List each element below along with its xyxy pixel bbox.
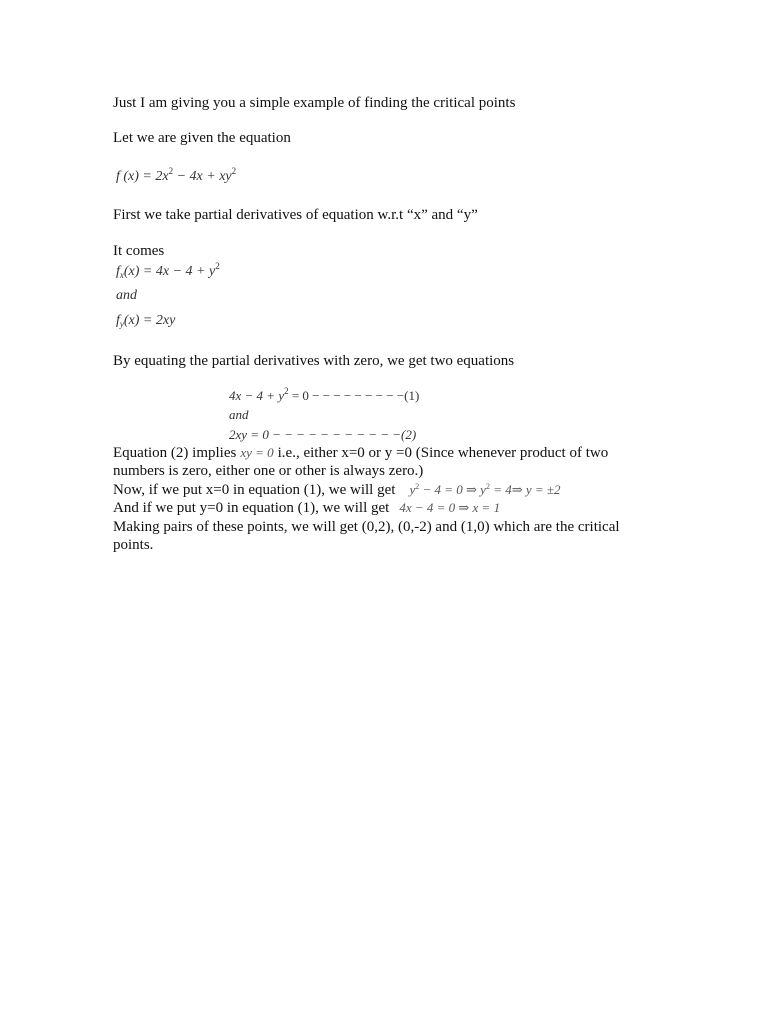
intro-line: Just I am giving you a simple example of finding the critical points	[113, 95, 516, 111]
x-solve-text: 4x − 4 = 0 ⇒ x = 1	[399, 500, 501, 515]
it-comes-line: It comes	[113, 243, 165, 259]
partial-y-equation	[116, 312, 175, 330]
xy-zero-text: xy = 0	[240, 445, 274, 460]
partial-y-rhs: (x) = 2xy	[123, 313, 176, 328]
equation-1-rest: = 0 − − − − − − − − −(1)	[288, 388, 420, 403]
implies-prefix: Equation (2) implies	[113, 445, 237, 461]
put-x-prefix: Now, if we put x=0 in equation (1), we will get	[113, 482, 396, 498]
function-rhs: − 4x + xy	[173, 169, 232, 184]
put-y-line	[113, 499, 504, 517]
function-equation	[116, 168, 236, 186]
exponent: 2	[168, 166, 174, 176]
xy-zero-math	[240, 444, 273, 462]
put-x-line	[113, 481, 565, 499]
y-solve-b: − 4 = 0 ⇒ y	[419, 482, 486, 497]
exponent: 2	[284, 386, 289, 396]
given-line: Let we are given the equation	[113, 130, 291, 146]
equation-1-lhs: 4x − 4 + y	[229, 388, 285, 403]
and-word: and	[116, 288, 137, 303]
y-solve-a: y	[409, 482, 416, 497]
and-word-2: and	[229, 407, 249, 422]
f-letter: f	[116, 264, 120, 279]
exponent: 2	[231, 166, 237, 176]
subscript-y: y	[119, 319, 124, 329]
subscript-x: x	[119, 270, 124, 280]
pairs-paragraph: Making pairs of these points, we will get (0,2), (0,-2) and (1,0) which are the critical points.	[113, 519, 620, 553]
exponent: 2	[415, 482, 420, 491]
partials-line: First we take partial derivatives of equation w.r.t “x” and “y”	[113, 207, 478, 223]
y-solution-math	[409, 481, 560, 499]
put-y-prefix: And if we put y=0 in equation (1), we will get	[113, 500, 390, 516]
implies-suffix: i.e., either x=0 or y =0 (Since whenever product of two numbers is zero, either one or other is always zero.)	[113, 445, 609, 479]
partial-x-equation	[116, 263, 220, 281]
y-solve-c: = 4⇒ y = ±2	[489, 482, 561, 497]
and-connector-2	[229, 406, 249, 424]
exponent: 2	[485, 482, 490, 491]
and-connector	[116, 287, 137, 305]
exponent: 2	[215, 261, 220, 271]
equation-1	[229, 387, 419, 405]
x-solution-math	[399, 499, 500, 517]
function-lhs: f (x) = 2x	[116, 169, 169, 184]
equation-2	[229, 426, 416, 444]
equation-2-text: 2xy = 0 − − − − − − − − − − −(2)	[229, 427, 417, 442]
f-letter: f	[116, 313, 120, 328]
implies-paragraph	[113, 444, 643, 480]
equating-line: By equating the partial derivatives with zero, we get two equations	[113, 353, 515, 369]
partial-x-rhs: (x) = 4x − 4 + y	[123, 264, 216, 279]
